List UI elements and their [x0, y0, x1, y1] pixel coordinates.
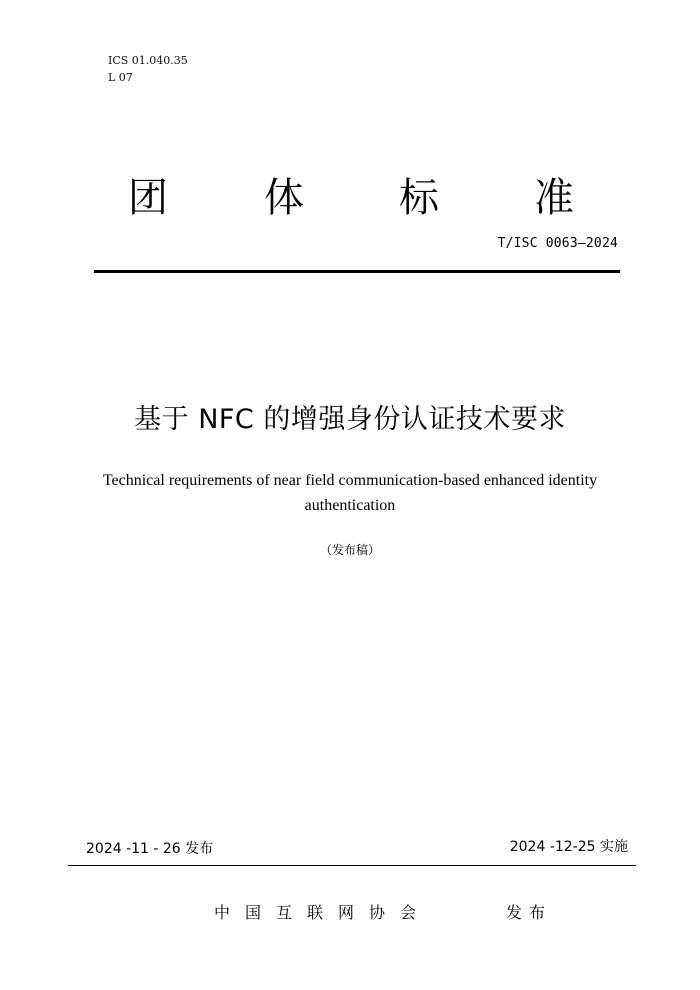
standard-number: T/ISC 0063—2024 — [497, 236, 618, 251]
title-english-line: authentication — [304, 497, 396, 514]
standard-type-char: 体 — [264, 175, 304, 221]
title-chinese: 基于 NFC 的增强身份认证技术要求 — [134, 404, 566, 435]
publisher-row — [0, 900, 700, 928]
ccs-code: L 07 — [108, 71, 133, 84]
issue-date: 2024 -11 - 26 发布 — [86, 841, 214, 857]
implement-date: 2024 -12-25 实施 — [509, 839, 628, 855]
ics-code: ICS 01.040.35 — [108, 54, 188, 67]
footer-divider — [68, 865, 636, 866]
date-row — [0, 836, 700, 862]
header-divider — [94, 270, 620, 273]
draft-status: （发布稿） — [319, 543, 380, 557]
classification-codes — [108, 52, 188, 86]
title-english-line: Technical requirements of near field communication-based enhanced identity — [102, 472, 598, 489]
publisher-name: 中国互联网协会 — [214, 903, 432, 922]
standard-type-char: 标 — [399, 175, 439, 221]
title-english — [90, 468, 610, 518]
publish-label: 发布 — [506, 903, 553, 922]
standard-type-char: 准 — [534, 175, 574, 221]
standard-type-heading — [0, 170, 700, 230]
standard-type-char: 团 — [128, 175, 168, 221]
